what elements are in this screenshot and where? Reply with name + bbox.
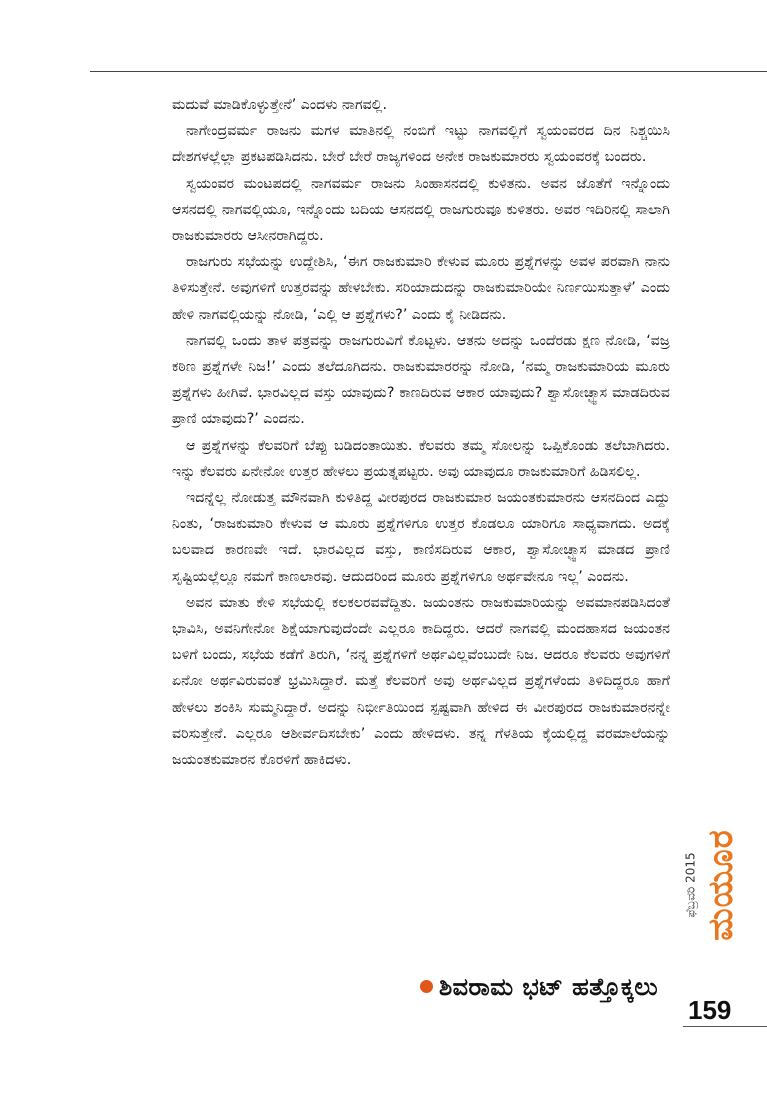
paragraph: ಇದನ್ನೆಲ್ಲ ನೋಡುತ್ತ ಮೌನವಾಗಿ ಕುಳಿತಿದ್ದ ವೀರಪುರದ ರಾಜಕುಮಾರ ಜಯಂತಕುಮಾರನು ಆಸನದಿಂದ ಎದ್ದು ನಿಂತು, ‘ರಾಜಕುಮಾರಿ ಕೇಳುವ ಆ ಮೂರು ಪ್ರಶ್ನೆಗಳಿಗೂ ಉತ್ತರ ಕೊಡಲೂ ಯಾರಿಗೂ ಸಾಧ್ಯವಾಗದು. ಅದಕ್ಕೆ ಬಲವಾದ ಕಾರಣವೇ ಇದೆ. ಭಾರವಿಲ್ಲದ ವಸ್ತು, ಕಾಣಿಸದಿರುವ ಆಕಾರ, ಶ್ವಾಸೋಚ್ಛ್ವಾಸ ಮಾಡದ ಪ್ರಾಣಿ ಸೃಷ್ಟಿಯಲ್ಲೆಲ್ಲೂ ನಮಗೆ ಕಾಣಲಾರವು. ಆದುದರಿಂದ ಮೂರು ಪ್ರಶ್ನೆಗಳಿಗೂ ಅರ್ಥವೇನೂ ಇಲ್ಲ’ ಎಂದನು. (172, 490, 670, 585)
article-body (172, 92, 670, 773)
paragraph: ಆ ಪ್ರಶ್ನೆಗಳನ್ನು ಕೆಲವರಿಗೆ ಬೆಪ್ಪು ಬಡಿದಂತಾಯಿತು. ಕೆಲವರು ತಮ್ಮ ಸೋಲನ್ನು ಒಪ್ಪಿಕೊಂಡು ತಲೆಬಾಗಿದರು. ಇನ್ನು ಕೆಲವರು ಏನೇನೋ ಉತ್ತರ ಹೇಳಲು ಪ್ರಯತ್ನಪಟ್ಟರು. ಅವು ಯಾವುದೂ ರಾಜಕುಮಾರಿಗೆ ಹಿಡಿಸಲಿಲ್ಲ. (172, 437, 670, 480)
paragraph: ನಾಗವಲ್ಲಿ ಒಂದು ತಾಳ ಪತ್ರವನ್ನು ರಾಜಗುರುವಿಗೆ ಕೊಟ್ಟಳು. ಆತನು ಅದನ್ನು ಒಂದೆರಡು ಕ್ಷಣ ನೋಡಿ, ‘ವಜ್ರ ಕಠಿಣ ಪ್ರಶ್ನೆಗಳೇ ನಿಜ!’ ಎಂದು ತಲೆದೂಗಿದನು. ರಾಜಕುಮಾರರನ್ನು ನೋಡಿ, ‘ನಮ್ಮ ರಾಜಕುಮಾರಿಯ ಮೂರು ಪ್ರಶ್ನೆಗಳು ಹೀಗಿವೆ. ಭಾರವಿಲ್ಲದ ವಸ್ತು ಯಾವುದು? ಕಾಣದಿರುವ ಆಕಾರ ಯಾವುದು? ಶ್ವಾಸೋಚ್ಛ್ವಾಸ ಮಾಡದಿರುವ ಪ್ರಾಣಿ ಯಾವುದು?’ ಎಂದನು. (172, 332, 670, 428)
paragraph: ಅವನ ಮಾತು ಕೇಳಿ ಸಭೆಯಲ್ಲಿ ಕಲಕಲರವವೆದ್ದಿತು. ಜಯಂತನು ರಾಜಕುಮಾರಿಯನ್ನು ಅವಮಾನಪಡಿಸಿದಂತೆ ಭಾವಿಸಿ, ಅವನಿಗೇನೋ ಶಿಕ್ಷೆಯಾಗುವುದೆಂದೇ ಎಲ್ಲರೂ ಕಾದಿದ್ದರು. ಆದರೆ ನಾಗವಲ್ಲಿ ಮಂದಹಾಸದ ಜಯಂತನ ಬಳಿಗೆ ಬಂದು, ಸಭೆಯ ಕಡೆಗೆ ತಿರುಗಿ, ‘ನನ್ನ ಪ್ರಶ್ನೆಗಳಿಗೆ ಅರ್ಥವಿಲ್ಲವೆಂಬುದೇ ನಿಜ. ಆದರೂ ಕೆಲವರು ಅವುಗಳಿಗೆ ಏನೋ ಅರ್ಥವಿರುವಂತೆ ಭ್ರಮಿಸಿದ್ದಾರೆ. ಮತ್ತೆ ಕೆಲವರಿಗೆ ಅವು ಅರ್ಥವಿಲ್ಲದ ಪ್ರಶ್ನೆಗಳೆಂದು ತಿಳಿದಿದ್ದರೂ ಹಾಗೆ ಹೇಳಲು ಶಂಕಿಸಿ ಸುಮ್ಮನಿದ್ದಾರೆ. ಅದನ್ನು ನಿರ್ಭೀತಿಯಿಂದ ಸ್ಪಷ್ಟವಾಗಿ ಹೇಳಿದ ಈ ವೀರಪುರದ ರಾಜಕುಮಾರನನ್ನೇ ವರಿಸುತ್ತೇನೆ. ಎಲ್ಲರೂ ಆಶೀರ್ವದಿಸಬೇಕು’ ಎಂದು ಹೇಳಿದಳು. ತನ್ನ ಗೆಳತಿಯ ಕೈಯಲ್ಲಿದ್ದ ವರಮಾಲೆಯನ್ನು ಜಯಂತಕುಮಾರನ ಕೊರಳಿಗೆ ಹಾಕಿದಳು. (172, 594, 670, 769)
magazine-logo-text: ಮಯೂರ (701, 829, 741, 941)
magazine-masthead (676, 780, 741, 990)
footer-rule (683, 1026, 767, 1027)
paragraph: ರಾಜಗುರು ಸಭೆಯನ್ನು ಉದ್ದೇಶಿಸಿ, ‘ಈಗ ರಾಜಕುಮಾರಿ ಕೇಳುವ ಮೂರು ಪ್ರಶ್ನೆಗಳನ್ನು ಅವಳ ಪರವಾಗಿ ನಾನು ತಿಳಿಸುತ್ತೇನೆ. ಅವುಗಳಿಗೆ ಉತ್ತರವನ್ನು ಹೇಳಬೇಕು. ಸರಿಯಾದುದನ್ನು ರಾಜಕುಮಾರಿಯೇ ನಿರ್ಣಯಿಸುತ್ತಾಳೆ’ ಎಂದು ಹೇಳಿ ನಾಗವಲ್ಲಿಯನ್ನು ನೋಡಿ, ‘ಎಲ್ಲಿ ಆ ಪ್ರಶ್ನೆಗಳು?’ ಎಂದು ಕೈ ನೀಡಿದನು. (172, 254, 670, 323)
paragraph: ಸ್ವಯಂವರ ಮಂಟಪದಲ್ಲಿ ನಾಗವರ್ಮ ರಾಜನು ಸಿಂಹಾಸನದಲ್ಲಿ ಕುಳಿತನು. ಅವನ ಜೊತೆಗೆ ಇನ್ನೊಂದು ಆಸನದಲ್ಲಿ ನಾಗವಲ್ಲಿಯೂ, ಇನ್ನೊಂದು ಬದಿಯ ಆಸನದಲ್ಲಿ ರಾಜಗುರುವೂ ಕುಳಿತರು. ಅವರ ಇದಿರಿನಲ್ಲಿ ಸಾಲಾಗಿ ರಾಜಕುಮಾರರು ಆಸೀನರಾಗಿದ್ದರು. (172, 175, 670, 245)
bullet-icon (420, 980, 433, 993)
author-name: ಶಿವರಾಮ ಭಟ್ ಹತ್ತೊಕ್ಕಲು (439, 973, 659, 1001)
top-rule (90, 71, 767, 72)
issue-date: ಫೆಬ್ರವರಿ 2015 (683, 852, 698, 918)
page-number: 159 (688, 995, 732, 1025)
paragraph: ನಾಗೇಂದ್ರವರ್ಮ ರಾಜನು ಮಗಳ ಮಾತಿನಲ್ಲಿ ನಂಬಿಗೆ ಇಟ್ಟು ನಾಗವಲ್ಲಿಗೆ ಸ್ವಯಂವರದ ದಿನ ನಿಶ್ಚಯಿಸಿ ದೇಶಗಳಲ್ಲೆಲ್ಲಾ ಪ್ರಕಟಪಡಿಸಿದನು. ಬೇರೆ ಬೇರೆ ರಾಜ್ಯಗಳಿಂದ ಅನೇಕ ರಾಜಕುಮಾರರು ಸ್ವಯಂವರಕ್ಕೆ ಬಂದರು. (172, 123, 670, 166)
author-byline (420, 973, 658, 1001)
magazine-logo (701, 780, 741, 990)
paragraph: ಮದುವೆ ಮಾಡಿಕೊಳ್ಳುತ್ತೇನೆ’ ಎಂದಳು ನಾಗವಲ್ಲಿ. (172, 97, 387, 113)
